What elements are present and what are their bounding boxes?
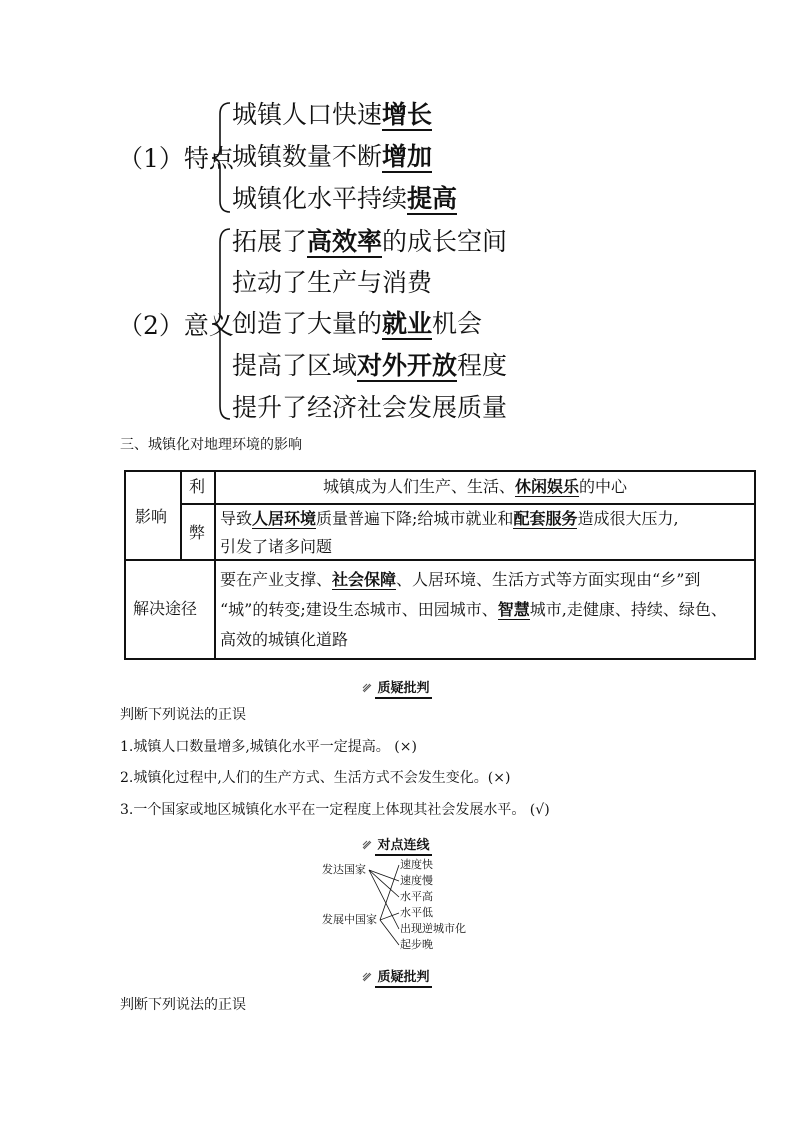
table-harm-text-line2: 引发了诸多问题 [220,537,333,556]
section1-label: （1）特点 [118,144,234,173]
section2-item-5: 提升了经济社会发展质量 [232,393,508,422]
table-benefit-text: 城镇成为人们生产、生活、休闲娱乐的中心 [323,477,628,496]
section1-item-1: 城镇人口快速增长 [232,100,433,129]
judgment-2: 2.城镇化过程中,人们的生产方式、生活方式不会发生变化。(×) [120,770,511,786]
table-solution-line3: 高效的城镇化道路 [220,630,349,649]
judgment-1: 1.城镇人口数量增多,城镇化水平一定提高。 (×) [120,739,417,755]
section2-item-1: 拓展了高效率的成长空间 [232,227,508,256]
judge-intro-2: 判断下列说法的正误 [120,997,246,1013]
table-solution-line2: “城”的转变;建设生态城市、田园城市、智慧城市,走健康、持续、绿色、 [220,600,727,619]
judge-intro: 判断下列说法的正误 [120,707,246,723]
section2-item-4: 提高了区域对外开放程度 [232,351,508,380]
table-harm-label: 弊 [189,523,206,542]
table-harm-text-line1: 导致人居环境质量普遍下降;给城市就业和配套服务造成很大压力, [220,509,679,528]
match-right-5: 出现逆城市化 [400,922,466,935]
section2-item-3: 创造了大量的就业机会 [232,309,483,338]
table-solution-label: 解决途径 [133,599,198,618]
match-right-3: 水平高 [400,890,433,903]
pen-icon [362,972,372,982]
table-benefit-label: 利 [189,477,206,496]
match-right-6: 起步晚 [400,938,433,951]
section2-item-2: 拉动了生产与消费 [232,268,433,297]
match-left-developing: 发展中国家 [322,913,377,926]
match-right-1: 速度快 [400,858,433,871]
banner-question-critique-2: 质疑批判 [0,966,794,985]
match-right-2: 速度慢 [400,874,433,887]
table-solution-line1: 要在产业支撑、社会保障、人居环境、生活方式等方面实现由“乡”到 [220,570,701,589]
match-left-developed: 发达国家 [322,863,366,876]
banner-matching: 对点连线 [0,834,794,853]
match-right-4: 水平低 [400,906,433,919]
banner-question-critique: 质疑批判 [0,677,794,696]
section3-title: 三、城镇化对地理环境的影响 [120,437,302,453]
section2-label: （2）意义 [118,311,234,340]
section1-item-3: 城镇化水平持续提高 [232,184,458,213]
table-influence-label: 影响 [135,507,168,526]
section1-item-2: 城镇数量不断增加 [232,142,433,171]
judgment-3: 3.一个国家或地区城镇化水平在一定程度上体现其社会发展水平。 (√) [120,802,550,818]
